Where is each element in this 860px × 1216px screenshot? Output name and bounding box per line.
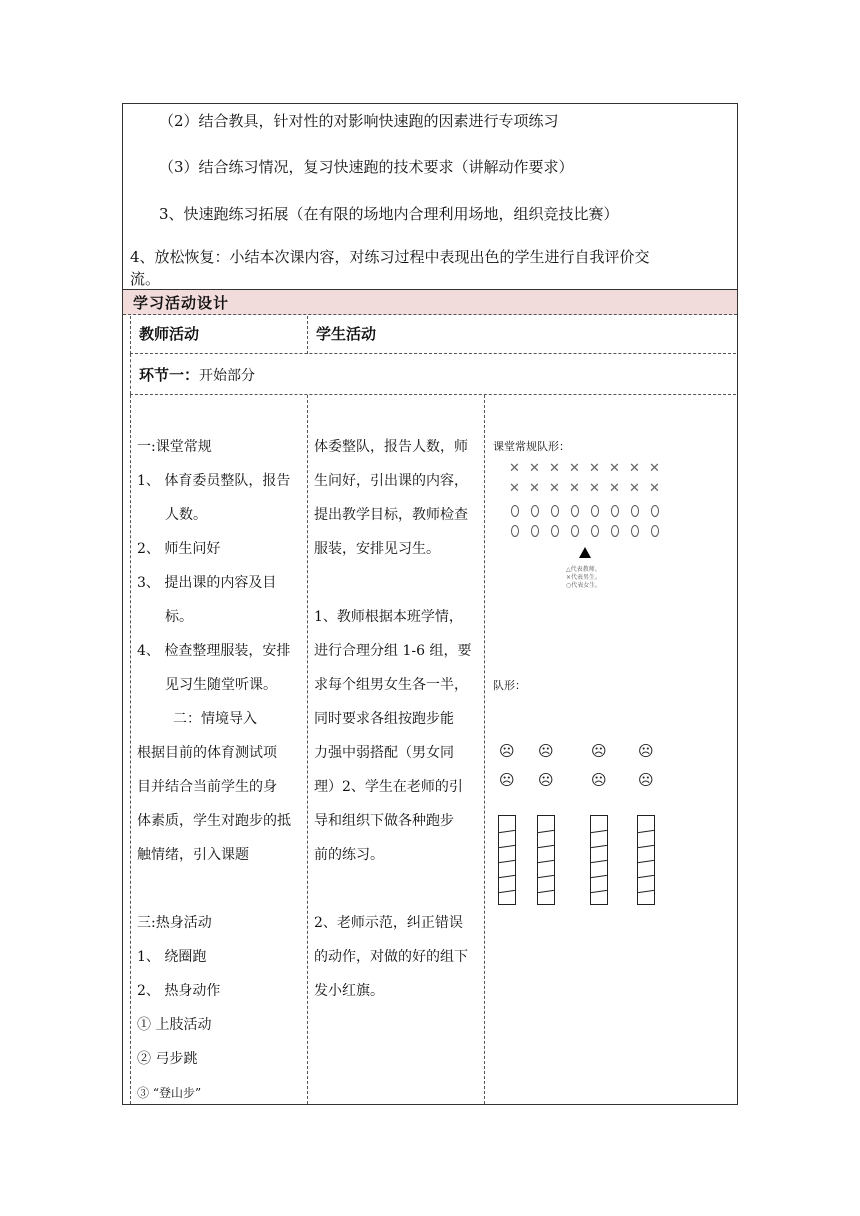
stack-divider [499, 875, 515, 878]
stack-divider [538, 830, 554, 833]
teacher-line: ② 弓步跳 [137, 1051, 198, 1067]
group-column-stack [637, 815, 655, 905]
stack-divider [638, 860, 654, 863]
content-left-edge [130, 395, 131, 1104]
stack-divider [638, 890, 654, 893]
stack-divider [638, 845, 654, 848]
girl-o-icon [651, 525, 659, 537]
boy-x-icon: ✕ [569, 461, 580, 476]
stack-divider [499, 890, 515, 893]
boy-x-icon: ✕ [509, 481, 520, 496]
phase-heading [139, 364, 255, 385]
phase-name: 开始部分 [199, 368, 256, 384]
student-line: 的动作，对做的好的组下 [314, 949, 468, 965]
teacher-line: 1、 绕圈跑 [137, 949, 207, 965]
teacher-triangle-icon [579, 547, 591, 558]
girl-o-icon [551, 525, 559, 537]
boy-x-icon: ✕ [609, 481, 620, 496]
boy-x-icon: ✕ [649, 461, 660, 476]
group-column-stack [498, 815, 516, 905]
student-line: 前的练习。 [314, 847, 384, 863]
intro-line-4: 4、放松恢复：小结本次课内容，对练习过程中表现出色的学生进行自我评价交 [130, 248, 650, 266]
spacer [314, 566, 480, 600]
stack-divider [499, 845, 515, 848]
student-line: 进行合理分组 1-6 组，要 [314, 643, 472, 659]
teacher-line: 三:热身活动 [137, 915, 212, 931]
girl-o-icon [511, 505, 519, 517]
student-line: 力强中弱搭配（男女同 [314, 745, 454, 761]
teacher-activity-header: 教师活动 [139, 325, 200, 343]
stack-divider [638, 875, 654, 878]
student-face-icon: ☹ [538, 742, 554, 760]
student-activity-header: 学生活动 [316, 325, 377, 343]
teacher-line: 4、 检查整理服装，安排 [137, 643, 291, 659]
teacher-line: 标。 [165, 609, 193, 625]
teacher-line: ① 上肢活动 [137, 1017, 212, 1033]
girl-o-icon [551, 505, 559, 517]
teacher-line: 触情绪，引入课题 [137, 847, 249, 863]
boy-x-icon: ✕ [549, 481, 560, 496]
teacher-line: ③ “登山步” [137, 1086, 202, 1100]
stack-divider [591, 875, 607, 878]
boy-x-icon: ✕ [589, 481, 600, 496]
teacher-line: 见习生随堂听课。 [165, 677, 277, 693]
student-face-icon: ☹ [591, 771, 607, 789]
student-line: 求每个组男女生各一半， [314, 677, 468, 693]
teacher-line: 一:课堂常规 [137, 439, 212, 455]
header-left-edge [130, 316, 131, 354]
header-col-divider [307, 316, 308, 354]
intro-line-1: （2）结合教具，针对性的对影响快速跑的因素进行专项练习 [159, 112, 559, 130]
girl-o-icon [651, 505, 659, 517]
content-col-divider-2 [484, 395, 485, 1104]
stack-divider [591, 890, 607, 893]
girl-o-icon [571, 525, 579, 537]
spacer [137, 872, 303, 906]
girl-o-icon [631, 505, 639, 517]
phase-left-edge [130, 354, 131, 394]
student-activity-column [314, 430, 480, 1008]
teacher-line: 3、 提出课的内容及目 [137, 575, 277, 591]
student-face-icon: ☹ [499, 771, 515, 789]
teacher-line: 二：情境导入 [173, 711, 257, 727]
intro-line-3: 3、快速跑练习拓展（在有限的场地内合理利用场地，组织竞技比赛） [159, 205, 619, 223]
student-line: 服装，安排见习生。 [314, 541, 440, 557]
teacher-activity-column [137, 430, 303, 1110]
student-line: 导和组织下做各种跑步 [314, 813, 454, 829]
formation-title: 课堂常规队形： [493, 440, 570, 453]
girl-o-icon [571, 505, 579, 517]
stack-divider [538, 875, 554, 878]
group-column-stack [537, 815, 555, 905]
stack-divider [499, 830, 515, 833]
student-line: 同时要求各组按跑步能 [314, 711, 454, 727]
boy-x-icon: ✕ [509, 461, 520, 476]
teacher-line: 体素质，学生对跑步的抵 [137, 813, 291, 829]
group-column-stack [590, 815, 608, 905]
girl-o-icon [531, 505, 539, 517]
intro-line-2: （3）结合练习情况，复习快速跑的技术要求（讲解动作要求） [159, 158, 574, 176]
boy-x-icon: ✕ [529, 461, 540, 476]
stack-divider [499, 860, 515, 863]
phase-row-bottom [130, 394, 736, 395]
stack-divider [591, 845, 607, 848]
boy-x-icon: ✕ [629, 461, 640, 476]
boy-x-icon: ✕ [649, 481, 660, 496]
girl-o-icon [631, 525, 639, 537]
student-line: 1、教师根据本班学情， [314, 609, 463, 625]
student-face-icon: ☹ [638, 742, 654, 760]
student-face-icon: ☹ [538, 771, 554, 789]
girl-o-icon [611, 525, 619, 537]
teacher-line: 根据目前的体育测试项 [137, 745, 277, 761]
stack-divider [538, 860, 554, 863]
stack-divider [538, 845, 554, 848]
teacher-line: 目并结合当前学生的身 [137, 779, 277, 795]
formation-legend [566, 566, 601, 590]
girl-o-icon [531, 525, 539, 537]
boy-x-icon: ✕ [589, 461, 600, 476]
girl-o-icon [611, 505, 619, 517]
group-formation-title: 队形： [493, 679, 526, 692]
boy-x-icon: ✕ [569, 481, 580, 496]
teacher-line: 2、 师生问好 [137, 541, 221, 557]
legend-girls: ○代表女生。 [566, 582, 602, 589]
stack-divider [638, 830, 654, 833]
legend-boys: ×代表男生。 [566, 574, 602, 581]
boy-x-icon: ✕ [629, 481, 640, 496]
content-col-divider-1 [307, 395, 308, 1104]
student-line: 提出教学目标，教师检查 [314, 507, 468, 523]
teacher-line: 人数。 [165, 507, 207, 523]
student-line: 体委整队，报告人数，师 [314, 439, 468, 455]
student-line: 2、老师示范，纠正错误 [314, 915, 463, 931]
legend-teacher: △代表教师。 [566, 566, 601, 573]
section-title: 学习活动设计 [133, 294, 230, 312]
girl-o-icon [511, 525, 519, 537]
student-face-icon: ☹ [638, 771, 654, 789]
girl-o-icon [591, 505, 599, 517]
boy-x-icon: ✕ [529, 481, 540, 496]
intro-line-4-cont: 流。 [130, 270, 161, 288]
teacher-line: 1、 体育委员整队，报告 [137, 473, 291, 489]
section-bar [123, 290, 737, 315]
stack-divider [591, 860, 607, 863]
stack-divider [538, 890, 554, 893]
girl-o-icon [591, 525, 599, 537]
boy-x-icon: ✕ [609, 461, 620, 476]
teacher-line: 2、 热身动作 [137, 983, 221, 999]
stack-divider [591, 830, 607, 833]
student-face-icon: ☹ [499, 742, 515, 760]
boy-x-icon: ✕ [549, 461, 560, 476]
spacer [314, 872, 480, 906]
student-line: 生问好，引出课的内容， [314, 473, 468, 489]
student-face-icon: ☹ [591, 742, 607, 760]
student-line: 发小红旗。 [314, 983, 384, 999]
student-line: 理）2、学生在老师的引 [314, 779, 463, 795]
phase-label: 环节一： [139, 366, 200, 384]
header-row-bottom [130, 353, 736, 354]
